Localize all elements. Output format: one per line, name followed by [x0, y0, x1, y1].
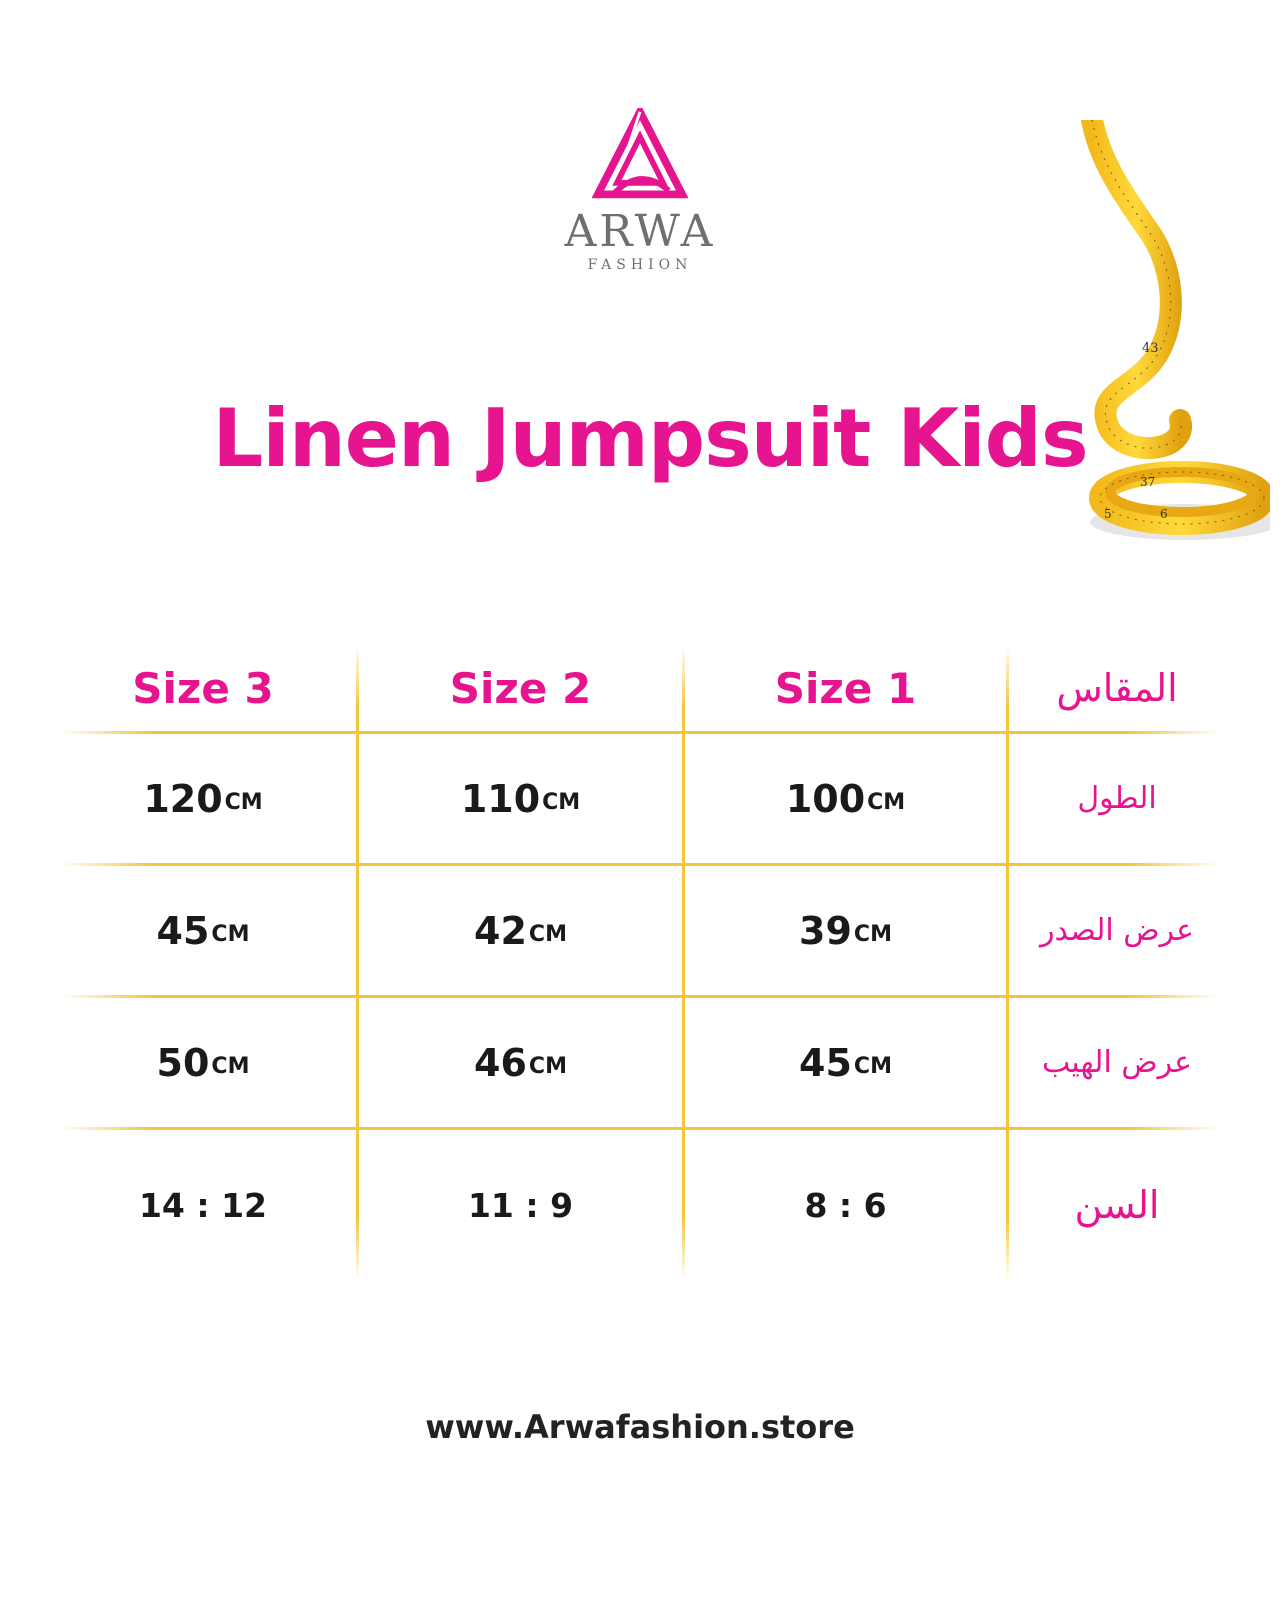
- tape-mark-6: 6: [1160, 507, 1168, 521]
- column-header-size-3: Size 3: [132, 663, 274, 713]
- age-size-2: 9 : 11: [467, 1185, 574, 1225]
- page-title: Linen Jumpsuit Kids: [212, 392, 1088, 485]
- column-header-size-label: المقاس: [1056, 666, 1178, 710]
- brand-tagline: FASHION: [587, 257, 693, 273]
- row-label-hip-width: عرض الهيب: [1041, 1045, 1193, 1080]
- hip-size-1: 45 CM: [799, 1040, 892, 1085]
- column-header-size-1: Size 1: [774, 663, 917, 713]
- row-label-age: السن: [1074, 1183, 1160, 1227]
- length-size-1: 100 CM: [785, 776, 906, 821]
- age-size-3: 12 : 14: [138, 1185, 268, 1225]
- column-header-size-2: Size 2: [449, 663, 592, 713]
- tape-mark-5: 5: [1104, 507, 1112, 521]
- row-label-chest-width: عرض الصدر: [1040, 913, 1194, 948]
- chest-size-2: 42 CM: [474, 908, 567, 953]
- website-url: www.Arwafashion.store: [425, 1408, 855, 1446]
- hip-size-2: 46 CM: [474, 1040, 567, 1085]
- length-size-3: 120 CM: [143, 776, 263, 821]
- chest-size-3: 45 CM: [156, 908, 250, 953]
- hip-size-3: 50 CM: [156, 1040, 250, 1085]
- age-size-1: 6 : 8: [804, 1185, 887, 1225]
- tape-mark-37: 37: [1140, 475, 1156, 489]
- chest-size-1: 39 CM: [799, 908, 892, 953]
- brand-name: ARWA: [564, 206, 716, 257]
- length-size-2: 110 CM: [460, 776, 581, 821]
- row-label-length: الطول: [1077, 781, 1157, 816]
- tape-mark-43: 43: [1142, 341, 1159, 356]
